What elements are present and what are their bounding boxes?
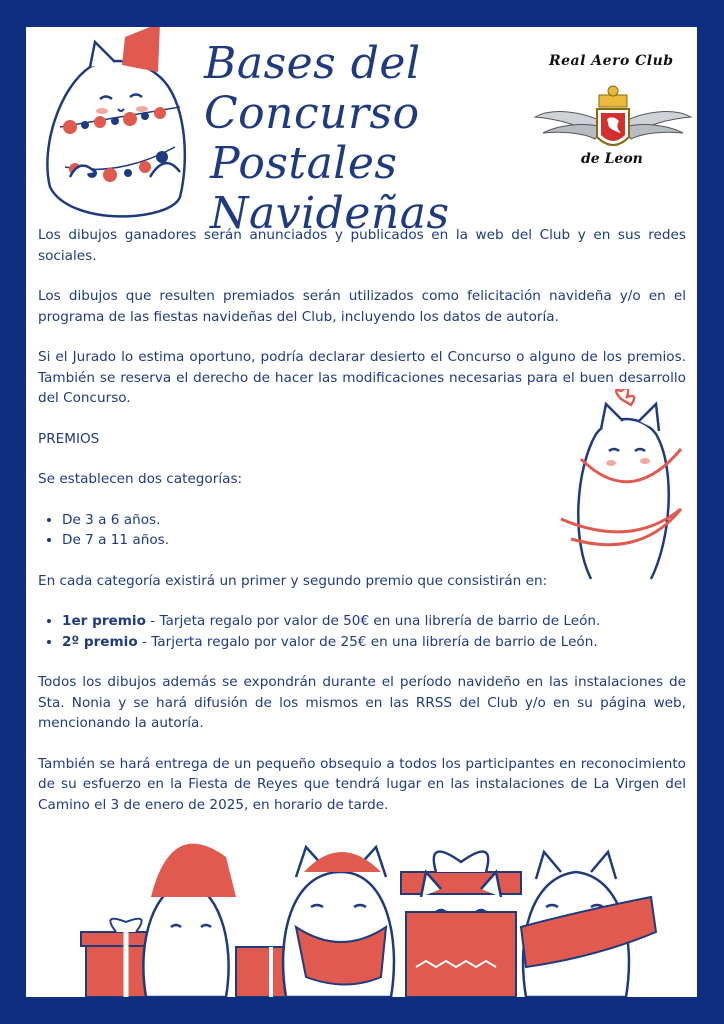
paragraph-gift: También se hará entrega de un pequeño obsequio a todos los participantes en reconocimiento de su esfuerzo en la Fiesta de Reyes que tendrá lugar en las instalaciones de La Virgen del Camino el 3 de enero de 2025, en horario de tarde.: [38, 755, 686, 813]
prizes-list: [38, 611, 686, 652]
prize-text: - Tarjerta regalo por valor de 25€ en una librería de barrio de León.: [137, 633, 598, 650]
prize-label: 2º premio: [62, 633, 138, 650]
club-logo: [531, 47, 697, 197]
title-line-2: Postales Navideñas: [210, 138, 450, 239]
list-item: [62, 632, 686, 653]
christmas-cat-garland-illustration: [30, 27, 205, 227]
list-item: • De 7 a 11 años.: [62, 530, 686, 551]
paragraph-exhibition: Todos los dibujos además se expondrán durante el período navideño en las instalaciones de Sta. Nonia y se hará difusión de los mismos en las RRSS del Club y/o en su página web, mencionando la autoría.: [38, 674, 686, 731]
christmas-cats-gifts-illustration: [76, 817, 666, 997]
christmas-cat-ribbon-illustration: [551, 389, 691, 589]
prize-text: - Tarjeta regalo por valor de 50€ en una librería de barrio de León.: [145, 613, 601, 629]
paragraph-categories-intro: Se establecen dos categorías:: [38, 471, 243, 487]
heading-premios: PREMIOS: [38, 430, 100, 447]
paragraph-prizes-intro: En cada categoría existirá un primer y segundo premio que consistirán en:: [38, 572, 548, 589]
list-item: [62, 611, 686, 632]
logo-text-top: Real Aero Club: [549, 53, 674, 69]
list-item: • De 3 a 6 años.: [62, 510, 686, 531]
logo-text-bottom: de Leon: [581, 151, 643, 167]
paragraph-jury: Si el Jurado lo estima oportuno, podría declarar desierto el Concurso o alguno de los premios. También se reserva el derecho de hacer las modificaciones necesarias para el buen desarrollo del Concurso.: [38, 349, 686, 406]
poster-title: [204, 39, 564, 239]
paragraph-usage: Los dibujos que resulten premiados serán utilizados como felicitación navideña y/o en el programa de las fiestas navideñas del Club, incluyendo los datos de autoría.: [38, 288, 686, 325]
prize-label: 1er premio: [62, 613, 146, 629]
title-line-1: Bases del Concurso: [204, 38, 421, 139]
poster-page: [26, 27, 697, 997]
paragraph-announcement: Los dibujos ganadores serán anunciados y publicados en la web del Club y en sus redes sociales.: [38, 227, 686, 264]
